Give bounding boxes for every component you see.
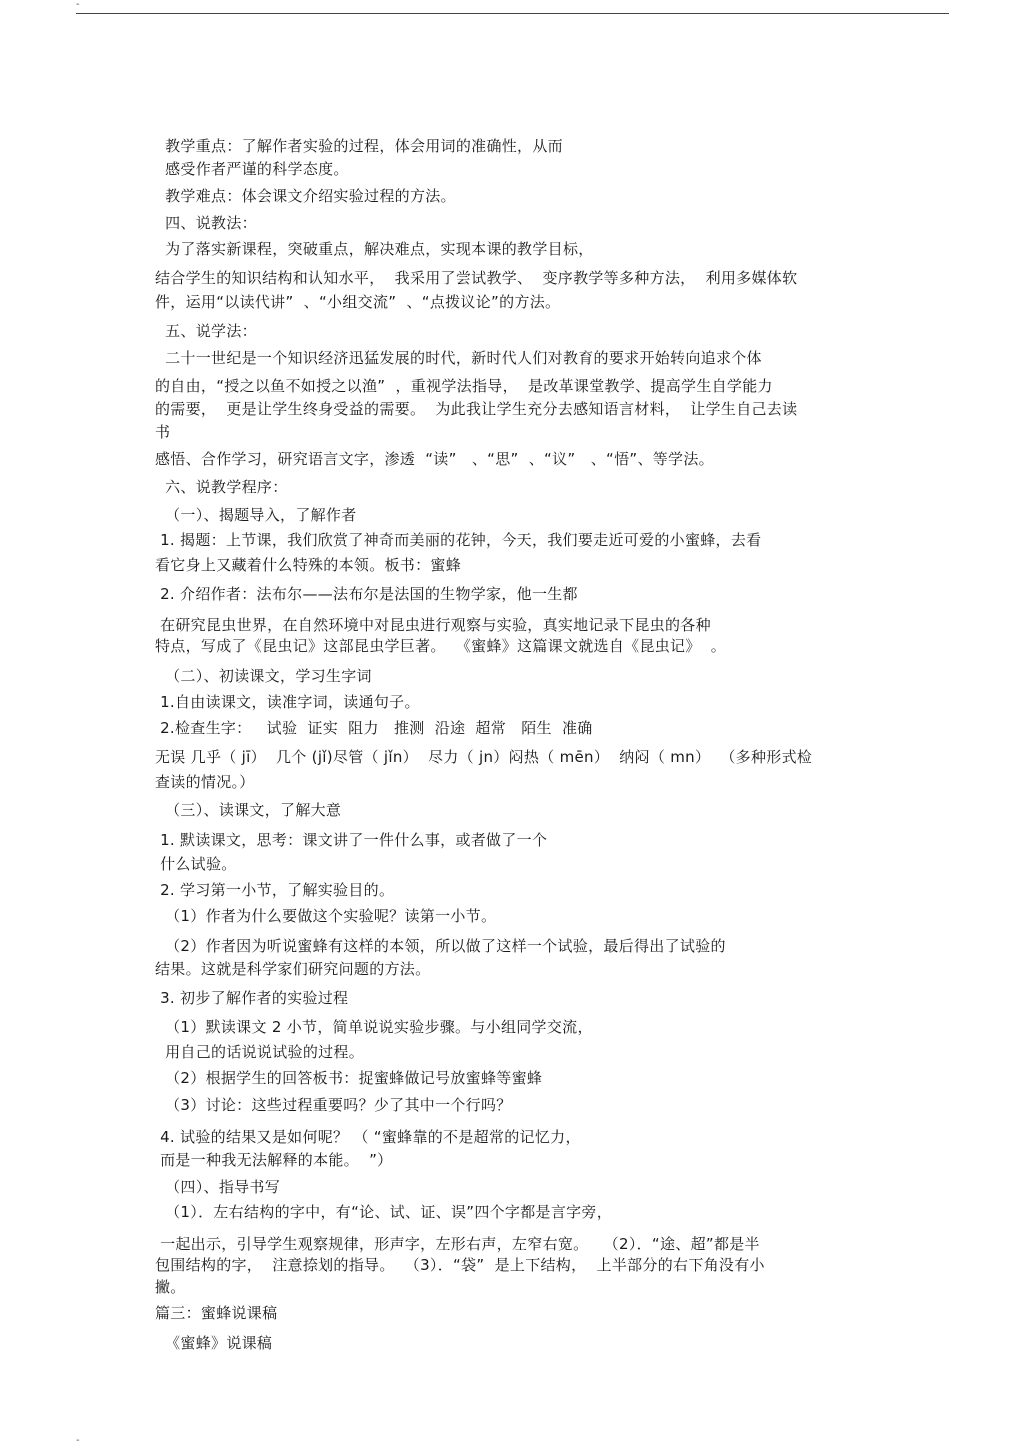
text-line: 2. 介绍作者：法布尔——法布尔是法国的生物学家，他一生都: [155, 585, 578, 603]
text-line: 1.自由读课文，读准字词，读通句子。: [155, 693, 420, 711]
subsection-heading: （一）、揭题导入，了解作者: [155, 506, 357, 524]
chapter-heading: 篇三：蜜蜂说课稿: [155, 1304, 278, 1322]
text-line: 看它身上又藏着什么特殊的本领。板书：蜜蜂: [155, 556, 462, 574]
text-line: （1）默读课文 2 小节，简单说说实验步骤。与小组同学交流，: [155, 1018, 593, 1036]
text-line: 为了落实新课程，突破重点，解决难点，实现本课的教学目标，: [155, 240, 594, 258]
subsection-heading: （四）、指导书写: [155, 1178, 281, 1196]
text-line: 特点，写成了《昆虫记》这部昆虫学巨著。 《蜜蜂》这篇课文就选自《昆虫记》 。: [155, 637, 727, 655]
subsection-heading: （二）、初读课文，学习生字词: [155, 667, 372, 685]
document-title: 《蜜蜂》说课稿: [155, 1334, 273, 1352]
text-line: 什么试验。: [155, 855, 237, 873]
text-line: 3. 初步了解作者的实验过程: [155, 989, 349, 1007]
text-line: 1. 揭题：上节课，我们欣赏了神奇而美丽的花钟，今天，我们要走近可爱的小蜜蜂，去看: [155, 531, 762, 549]
text-line: 2. 学习第一小节，了解实验目的。: [155, 881, 395, 899]
text-line: 的自由，“授之以鱼不如授之以渔” ，重视学法指导， 是改革课堂教学、提高学生自学能力: [155, 377, 773, 395]
text-line: 件，运用“以读代讲” 、“小组交流” 、“点拨议论”的方法。: [155, 293, 561, 311]
text-line: （2）作者因为听说蜜蜂有这样的本领，所以做了这样一个试验，最后得出了试验的: [155, 937, 726, 955]
text-line: 书: [155, 423, 171, 441]
text-line: 结合学生的知识结构和认知水平， 我采用了尝试教学、 变序教学等多种方法， 利用多媒体软: [155, 269, 798, 287]
text-line: 一起出示，引导学生观察规律，形声字，左形右声，左窄右宽。 （2）．“途、超”都是半: [155, 1235, 760, 1253]
text-line: 感受作者严谨的科学态度。: [155, 160, 349, 178]
bottom-margin-mark: -: [76, 1435, 80, 1446]
top-margin-mark: -: [76, 0, 80, 10]
text-line: 1. 默读课文，思考：课文讲了一件什么事，或者做了一个: [155, 831, 548, 849]
text-line: 2.检查生字： 试验 证实 阻力 推测 沿途 超常 陌生 准确: [155, 719, 593, 737]
text-line: （1）．左右结构的字中，有“论、试、证、误”四个字都是言字旁，: [155, 1203, 613, 1221]
text-line: 教学难点：体会课文介绍实验过程的方法。: [155, 187, 456, 205]
text-line: （1）作者为什么要做这个实验呢？读第一小节。: [155, 907, 497, 925]
section-heading: 六、说教学程序：: [155, 478, 288, 496]
text-line: 4. 试验的结果又是如何呢？ （ “蜜蜂靠的不是超常的记忆力，: [155, 1128, 581, 1146]
text-line: 结果。这就是科学家们研究问题的方法。: [155, 960, 431, 978]
text-line: 而是一种我无法解释的本能。 ”）: [155, 1151, 393, 1169]
header-rule: [76, 13, 949, 14]
text-line: 查读的情况。）: [155, 773, 255, 791]
text-line: 用自己的话说说试验的过程。: [155, 1043, 365, 1061]
text-line: 在研究昆虫世界，在自然环境中对昆虫进行观察与实验，真实地记录下昆虫的各种: [155, 616, 711, 634]
text-line: 撇。: [155, 1278, 186, 1296]
subsection-heading: （三）、读课文，了解大意: [155, 801, 342, 819]
section-heading: 四、说教法：: [155, 214, 257, 232]
text-line: 感悟、合作学习，研究语言文字，渗透 “读” 、“思” 、“议” 、“悟”、等学法。: [155, 450, 714, 468]
text-line: 包围结构的字， 注意捺划的指导。 （3）．“袋” 是上下结构， 上半部分的右下角没有小: [155, 1256, 765, 1274]
text-line: 二十一世纪是一个知识经济迅猛发展的时代，新时代人们对教育的要求开始转向追求个体: [155, 349, 762, 367]
text-line: 的需要， 更是让学生终身受益的需要。 为此我让学生充分去感知语言材料， 让学生自己去读: [155, 400, 798, 418]
text-line: （3）讨论：这些过程重要吗？少了其中一个行吗？: [155, 1096, 512, 1114]
text-line: 教学重点：了解作者实验的过程，体会用词的准确性，从而: [155, 137, 563, 155]
section-heading: 五、说学法：: [155, 322, 257, 340]
text-line: （2）根据学生的回答板书：捉蜜蜂做记号放蜜蜂等蜜蜂: [155, 1069, 543, 1087]
text-line: 无误 几乎（ jī） 几个 (jǐ)尽管（ jǐn） 尽力（ jn）闷热（ mēn） 纳闷（ mn） （多种形式检: [155, 748, 813, 766]
